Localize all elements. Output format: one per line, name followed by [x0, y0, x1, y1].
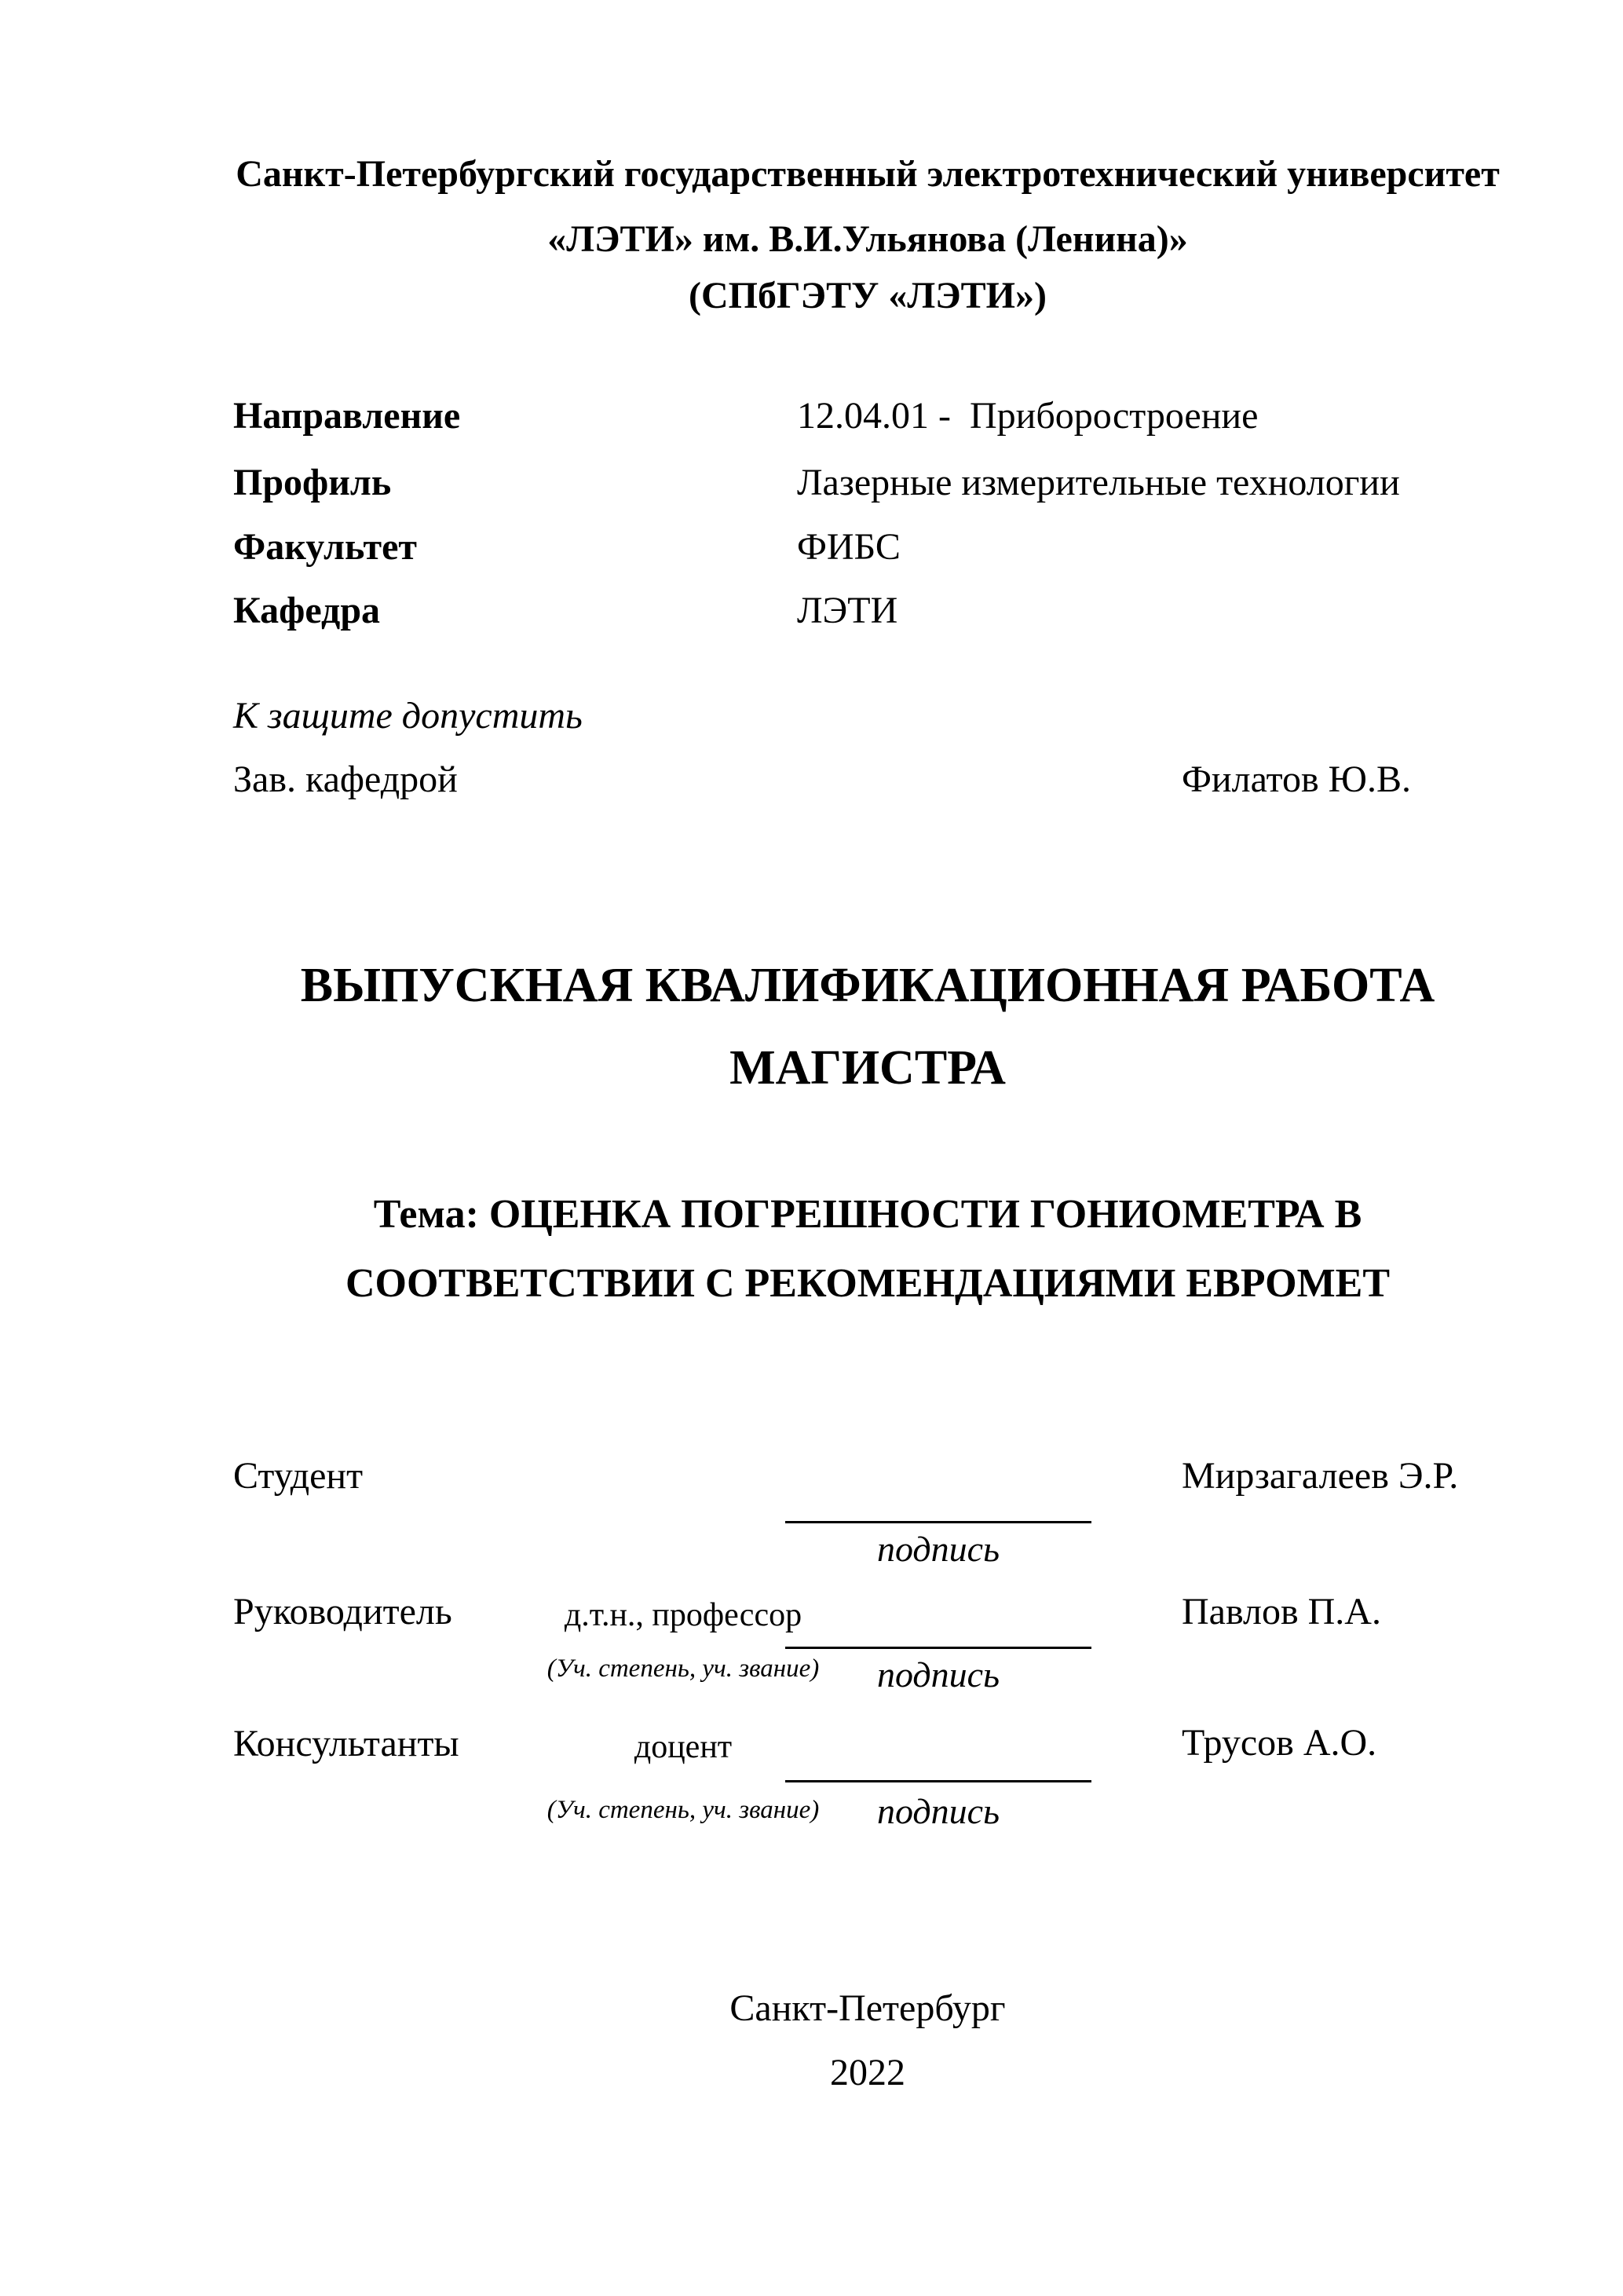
consultants-role-label: Консультанты — [233, 1723, 459, 1764]
university-name-line1: Санкт-Петербургский государственный электротехнический университет — [236, 153, 1500, 195]
dept-head-label: Зав. кафедрой — [233, 759, 458, 800]
university-abbreviation: (СПбГЭТУ «ЛЭТИ») — [689, 275, 1047, 316]
profile-label: Профиль — [233, 462, 392, 503]
department-label: Кафедра — [233, 590, 381, 631]
theme-line1: Тема: ОЦЕНКА ПОГРЕШНОСТИ ГОНИОМЕТРА В — [373, 1192, 1362, 1237]
supervisor-signature-line — [785, 1647, 1091, 1649]
supervisor-name: Павлов П.А. — [1182, 1591, 1381, 1632]
supervisor-role-label: Руководитель — [233, 1591, 452, 1632]
supervisor-degree-caption: (Уч. степень, уч. звание) — [546, 1654, 820, 1683]
consultant-name: Трусов А.О. — [1182, 1722, 1377, 1764]
direction-value: 12.04.01 - Приборостроение — [797, 395, 1259, 437]
work-title-line1: ВЫПУСКНАЯ КВАЛИФИКАЦИОННАЯ РАБОТА — [300, 959, 1435, 1012]
consultant-signature-line — [785, 1780, 1091, 1782]
faculty-label: Факультет — [233, 526, 417, 568]
student-signature-line — [785, 1521, 1091, 1523]
consultant-signature-caption: подпись — [876, 1791, 1000, 1831]
consultant-degree-caption: (Уч. степень, уч. звание) — [546, 1796, 820, 1824]
student-role-label: Студент — [233, 1455, 364, 1497]
department-value: ЛЭТИ — [797, 590, 898, 631]
supervisor-degree: д.т.н., профессор — [564, 1597, 802, 1633]
footer-year: 2022 — [830, 2052, 905, 2093]
footer-city: Санкт-Петербург — [729, 1987, 1006, 2029]
direction-label: Направление — [233, 395, 461, 437]
faculty-value: ФИБС — [797, 526, 901, 568]
permit-to-defense-text: К защите допустить — [233, 695, 583, 737]
student-name: Мирзагалеев Э.Р. — [1182, 1455, 1459, 1497]
university-name-line2: «ЛЭТИ» им. В.И.Ульянова (Ленина)» — [547, 218, 1188, 260]
work-title-line2: МАГИСТРА — [729, 1041, 1006, 1095]
student-signature-caption: подпись — [876, 1529, 1000, 1569]
theme-line2: СООТВЕТСТВИИ С РЕКОМЕНДАЦИЯМИ ЕВРОМЕТ — [345, 1261, 1391, 1306]
dept-head-name: Филатов Ю.В. — [1182, 759, 1411, 800]
supervisor-signature-caption: подпись — [876, 1654, 1000, 1695]
consultant-degree: доцент — [634, 1729, 733, 1765]
profile-value: Лазерные измерительные технологии — [797, 462, 1400, 503]
